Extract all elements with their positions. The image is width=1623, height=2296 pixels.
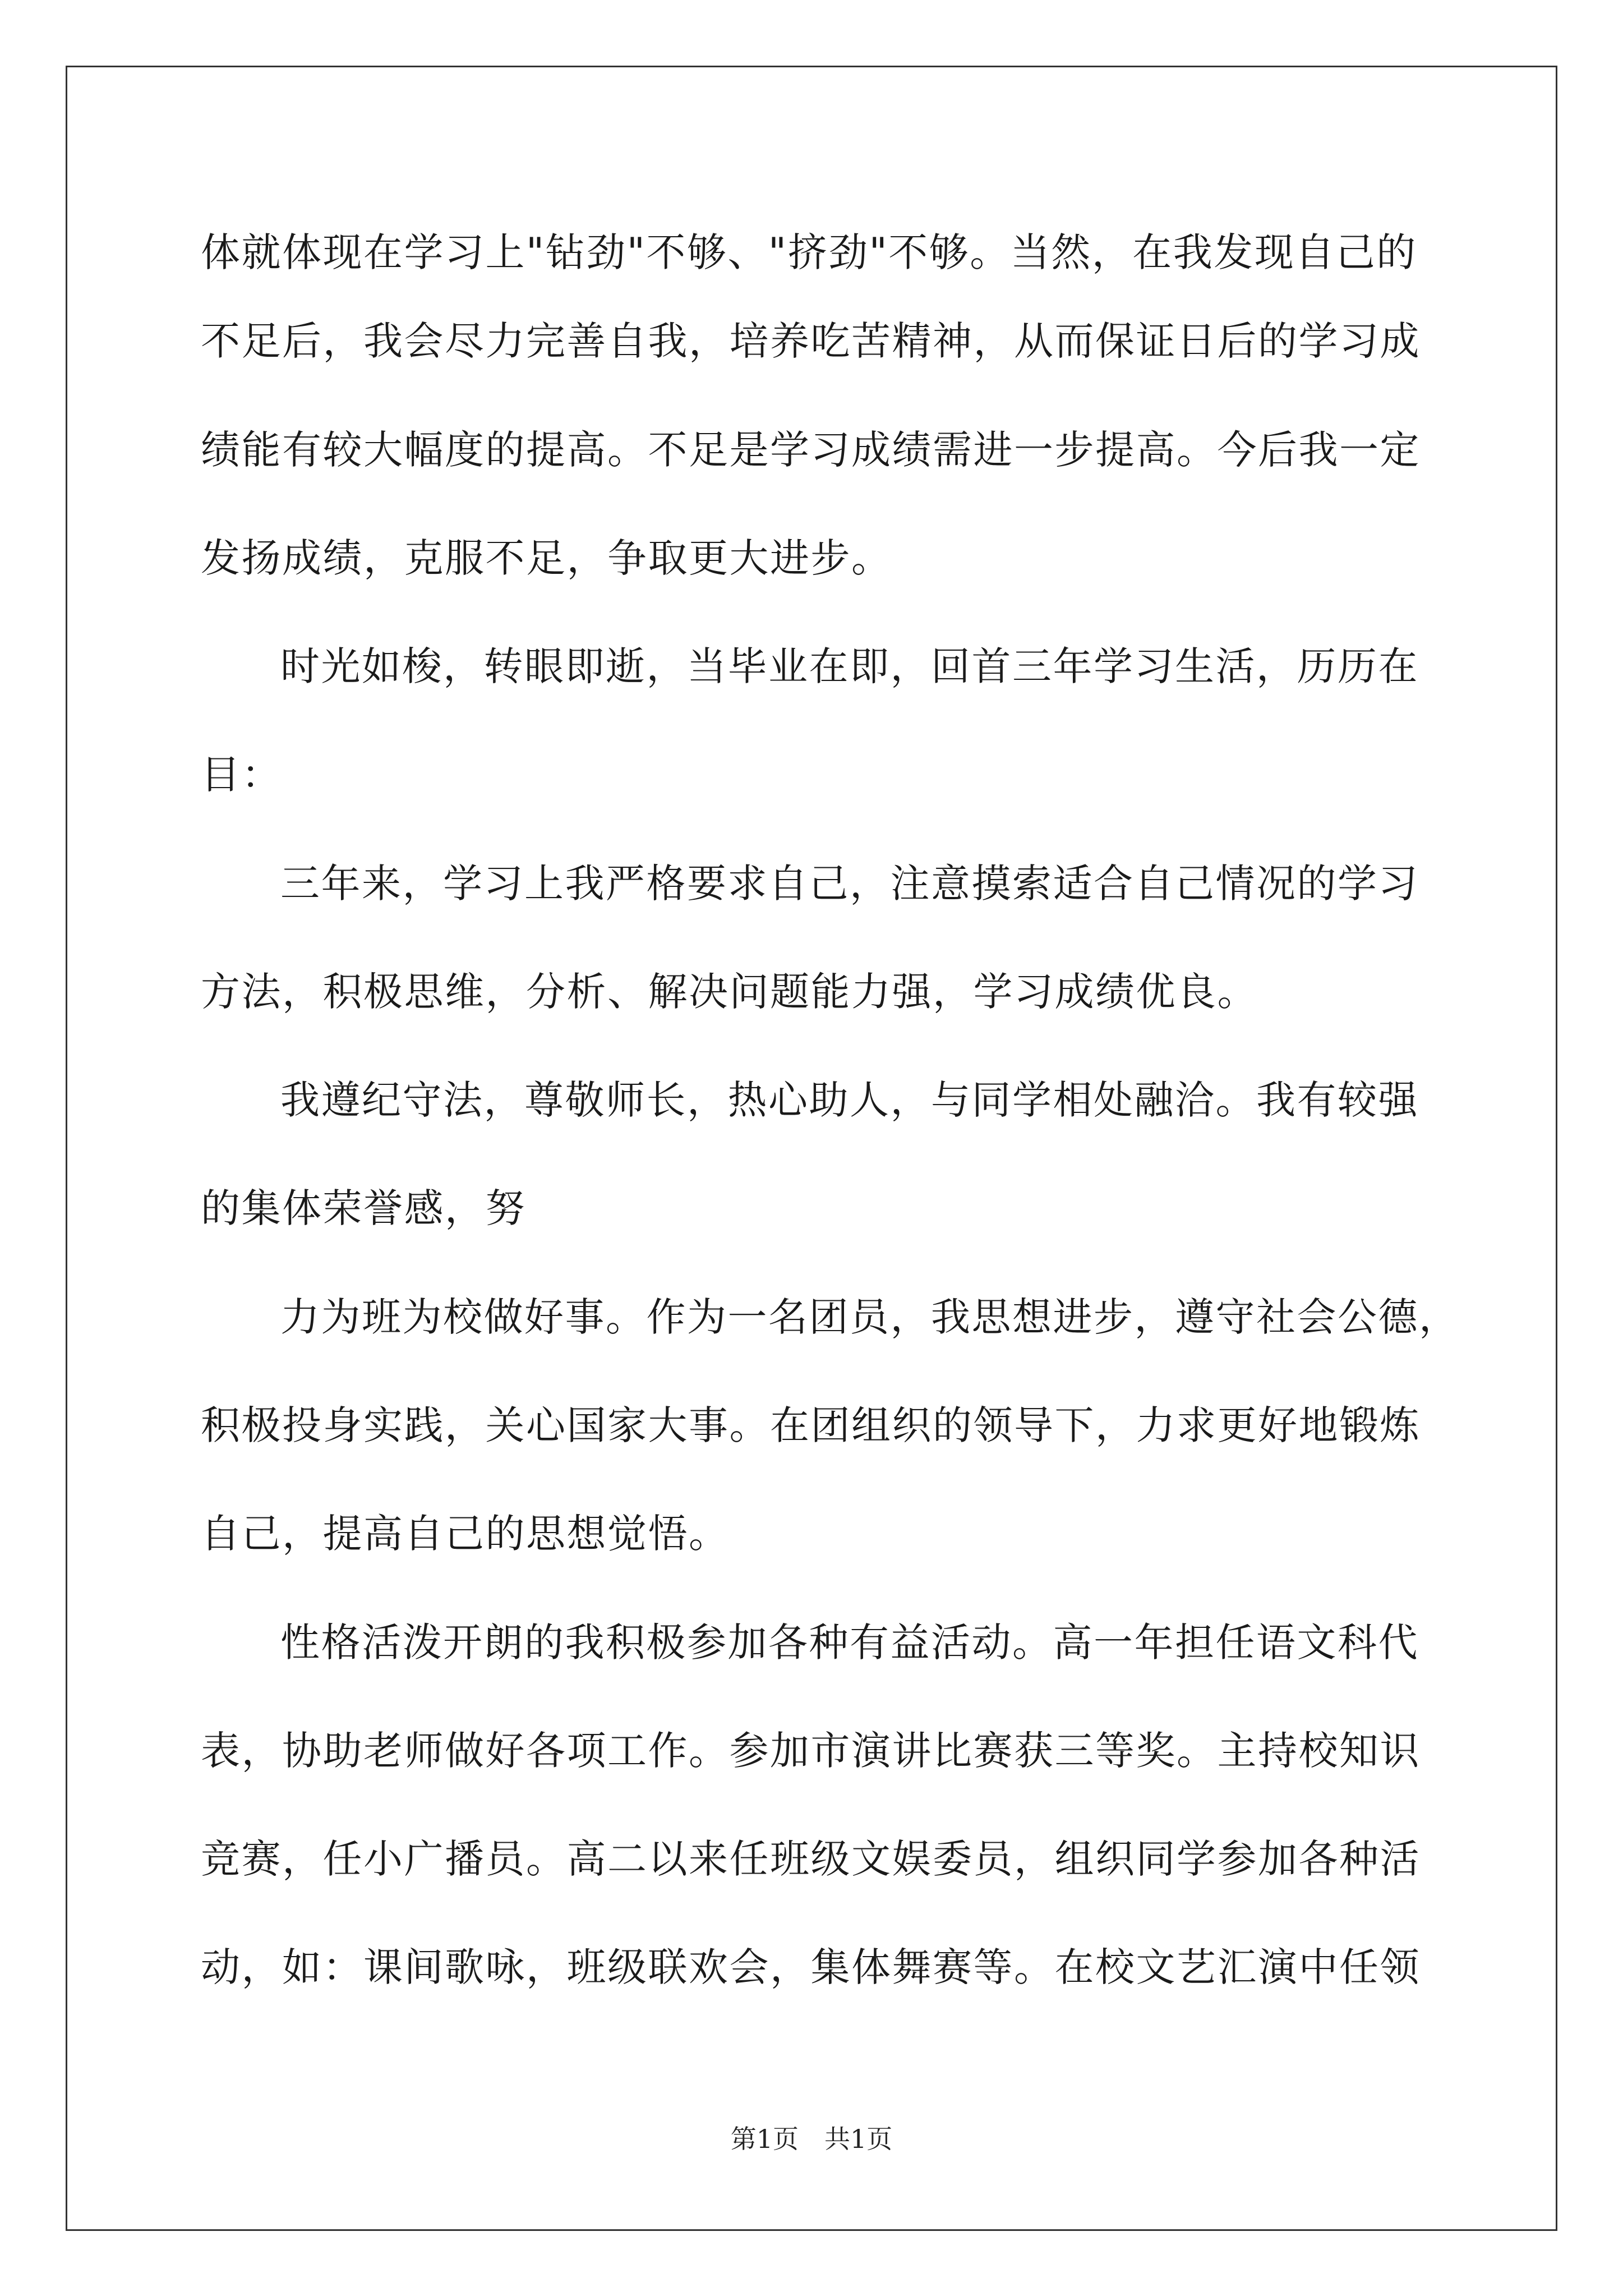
page-frame bbox=[66, 66, 1557, 2231]
text-line: 绩能有较大幅度的提高。不足是学习成绩需进一步提高。今后我一定 bbox=[201, 427, 1421, 473]
text-line: 我遵纪守法，尊敬师长，热心助人，与同学相处融洽。我有较强 bbox=[280, 1077, 1419, 1123]
page-number-footer: 第1页 共1页 bbox=[730, 2124, 893, 2154]
text-line: 动，如：课间歌咏，班级联欢会，集体舞赛等。在校文艺汇演中任领 bbox=[201, 1944, 1421, 1990]
text-line: 时光如梭，转眼即逝，当毕业在即，回首三年学习生活，历历在 bbox=[280, 643, 1419, 689]
text-line: 性格活泼开朗的我积极参加各种有益活动。高一年担任语文科代 bbox=[280, 1619, 1419, 1665]
text-line: 三年来，学习上我严格要求自己，注意摸索适合自己情况的学习 bbox=[280, 861, 1419, 907]
text-line: 不足后，我会尽力完善自我，培养吃苦精神，从而保证日后的学习成 bbox=[201, 318, 1421, 364]
text-line: 积极投身实践，关心国家大事。在团组织的领导下，力求更好地锻炼 bbox=[201, 1402, 1421, 1448]
text-line: 体就体现在学习上"钻劲"不够、"挤劲"不够。当然，在我发现自己的 bbox=[201, 229, 1417, 275]
text-line: 力为班为校做好事。作为一名团员，我思想进步，遵守社会公德， bbox=[280, 1294, 1460, 1340]
text-line: 方法，积极思维，分析、解决问题能力强，学习成绩优良。 bbox=[201, 969, 1258, 1015]
text-line: 的集体荣誉感，努 bbox=[201, 1185, 526, 1231]
text-line: 竞赛，任小广播员。高二以来任班级文娱委员，组织同学参加各种活 bbox=[201, 1836, 1421, 1882]
text-line: 表，协助老师做好各项工作。参加市演讲比赛获三等奖。主持校知识 bbox=[201, 1728, 1421, 1774]
text-line: 自己，提高自己的思想觉悟。 bbox=[201, 1511, 730, 1557]
text-line: 发扬成绩，克服不足，争取更大进步。 bbox=[201, 535, 892, 581]
text-line: 目： bbox=[201, 752, 282, 798]
